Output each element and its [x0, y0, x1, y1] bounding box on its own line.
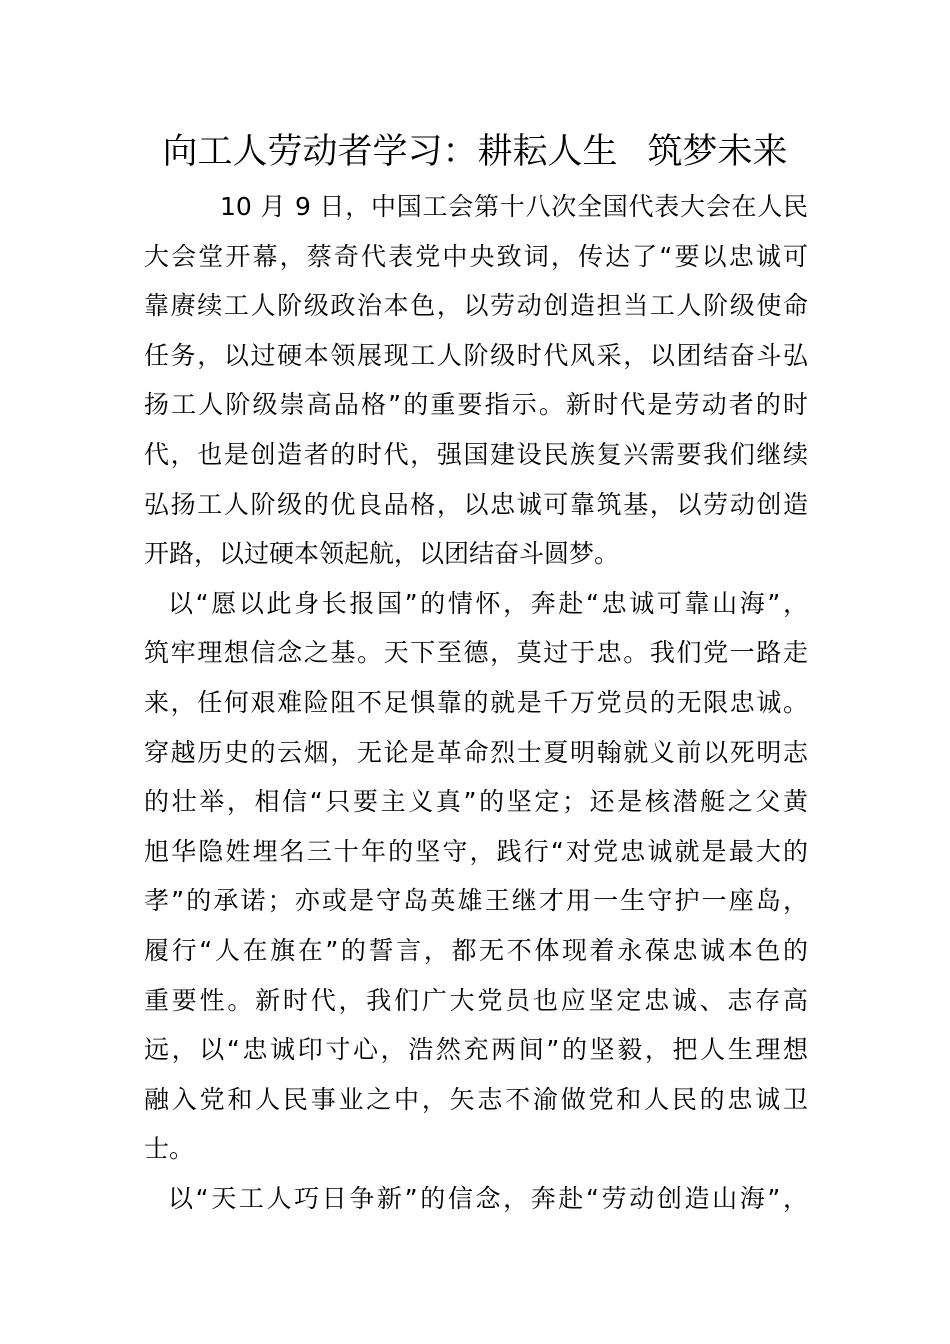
text-line: 远，以“忠诚印寸心，浩然充两间”的坚毅，把人生理想 [144, 1035, 808, 1065]
text-line: 履行“人在旗在”的誓言，都无不体现着永葆忠诚本色的 [144, 935, 808, 965]
title-main: 向工人劳动者学习：耕耘人生 [162, 132, 618, 172]
text-line: 旭华隐姓埋名三十年的坚守，践行“对党忠诚就是最大的 [144, 836, 808, 866]
text-line: 代，也是创造者的时代，强国建设民族复兴需要我们继续 [144, 439, 808, 469]
text-line: 来，任何艰难险阻不足惧靠的就是千万党员的无限忠诚。 [144, 687, 808, 717]
text-line: 士。 [144, 1134, 195, 1164]
text-line: 重要性。新时代，我们广大党员也应坚定忠诚、志存高 [144, 985, 808, 1015]
text-line: 以“天工人巧日争新”的信念，奔赴“劳动创造山海”， [168, 1183, 808, 1213]
text-line: 弘扬工人阶级的优良品格，以忠诚可靠筑基，以劳动创造 [144, 489, 808, 519]
text-line: 靠赓续工人阶级政治本色，以劳动创造担当工人阶级使命 [144, 291, 808, 321]
text-line: 大会堂开幕，蔡奇代表党中央致词，传达了“要以忠诚可 [144, 241, 808, 271]
text-line: 以“愿以此身长报国”的情怀，奔赴“忠诚可靠山海”， [168, 588, 808, 618]
text-line: 穿越历史的云烟，无论是革命烈士夏明翰就义前以死明志 [144, 737, 808, 767]
text-line: 的壮举，相信“只要主义真”的坚定；还是核潜艇之父黄 [144, 787, 808, 817]
text-line: 10 月 9 日，中国工会第十八次全国代表大会在人民 [220, 192, 808, 221]
text-line: 孝”的承诺；亦或是守岛英雄王继才用一生守护一座岛， [144, 886, 808, 916]
text-line: 筑牢理想信念之基。天下至德，莫过于忠。我们党一路走 [144, 638, 808, 668]
text-line: 开路，以过硬本领起航，以团结奋斗圆梦。 [144, 539, 620, 569]
title-sub: 筑梦未来 [647, 132, 788, 172]
text-line: 融入党和人民事业之中，矢志不渝做党和人民的忠诚卫 [144, 1084, 808, 1114]
text-line: 任务，以过硬本领展现工人阶级时代风采，以团结奋斗弘 [144, 340, 808, 370]
document-title [0, 128, 950, 176]
text-line: 扬工人阶级崇高品格”的重要指示。新时代是劳动者的时 [144, 390, 808, 420]
document-body [144, 182, 808, 1223]
